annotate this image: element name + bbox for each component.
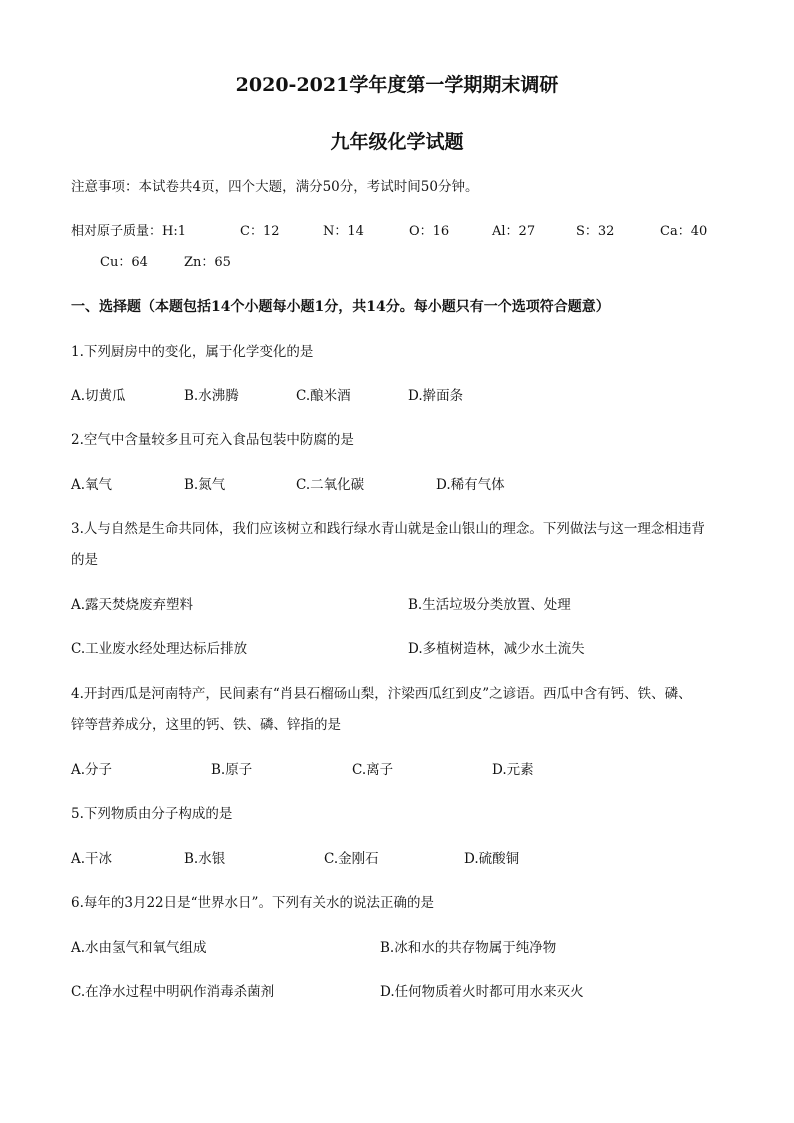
question-stem: 5.下列物质由分子构成的是 — [71, 806, 233, 822]
option-c: C.工业废水经处理达标后排放 — [71, 641, 248, 657]
option-b: B.冰和水的共存物属于纯净物 — [380, 940, 557, 956]
atomic-mass-al: Al：27 — [492, 224, 536, 239]
exam-title: 2020-2021学年度第一学期期末调研 — [235, 74, 559, 96]
exam-subtitle: 九年级化学试题 — [330, 131, 464, 153]
option-c: C.在净水过程中明矾作消毒杀菌剂 — [71, 984, 275, 1000]
atomic-mass-cu: Cu：64 — [100, 255, 148, 270]
question-stem: 6.每年的3月22日是“世界水日”。下列有关水的说法正确的是 — [71, 895, 434, 911]
question-stem: 4.开封西瓜是河南特产，民间素有“肖县石榴砀山梨，汴梁西瓜红到皮”之谚语。西瓜中含有钙、铁、磷、 — [71, 686, 692, 702]
option-d: D.擀面条 — [408, 388, 464, 404]
option-d: D.硫酸铜 — [464, 851, 520, 867]
option-b: B.水银 — [184, 851, 226, 867]
option-d: D.稀有气体 — [436, 477, 505, 493]
question-stem: 1.下列厨房中的变化，属于化学变化的是 — [71, 344, 314, 360]
option-a: A.切黄瓜 — [71, 388, 126, 404]
option-c: C.离子 — [352, 762, 394, 778]
option-c: C.二氧化碳 — [296, 477, 365, 493]
option-b: B.氮气 — [184, 477, 226, 493]
option-a: A.氧气 — [71, 477, 113, 493]
notice-text: 注意事项：本试卷共4页，四个大题，满分50分，考试时间50分钟。 — [71, 179, 479, 195]
option-c: C.金刚石 — [324, 851, 379, 867]
section-heading: 一、选择题（本题包括14个小题每小题1分，共14分。每小题只有一个选项符合题意） — [71, 299, 610, 315]
option-b: B.水沸腾 — [184, 388, 239, 404]
option-d: D.任何物质着火时都可用水来灭火 — [380, 984, 584, 1000]
atomic-mass-zn: Zn：65 — [184, 255, 231, 270]
question-stem-continued: 的是 — [71, 552, 98, 568]
option-d: D.多植树造林，减少水土流失 — [408, 641, 585, 657]
atomic-mass-c: C：12 — [240, 224, 280, 239]
option-a: A.露天焚烧废弃塑料 — [71, 597, 194, 613]
atomic-mass-o: O：16 — [409, 224, 450, 239]
atomic-mass-ca: Ca：40 — [660, 224, 708, 239]
option-c: C.酿米酒 — [296, 388, 351, 404]
option-a: A.干冰 — [71, 851, 113, 867]
option-a: A.水由氢气和氧气组成 — [71, 940, 207, 956]
atomic-mass-label: 相对原子质量：H:1 — [71, 224, 187, 239]
option-d: D.元素 — [492, 762, 534, 778]
option-a: A.分子 — [71, 762, 113, 778]
question-stem: 2.空气中含量较多且可充入食品包装中防腐的是 — [71, 432, 354, 448]
atomic-mass-n: N：14 — [323, 224, 364, 239]
atomic-mass-s: S：32 — [576, 224, 615, 239]
question-stem-continued: 锌等营养成分，这里的钙、铁、磷、锌指的是 — [71, 717, 341, 733]
option-b: B.生活垃圾分类放置、处理 — [408, 597, 571, 613]
option-b: B.原子 — [211, 762, 253, 778]
question-stem: 3.人与自然是生命共同体，我们应该树立和践行绿水青山就是金山银山的理念。下列做法与这一理念相违背 — [71, 521, 705, 537]
